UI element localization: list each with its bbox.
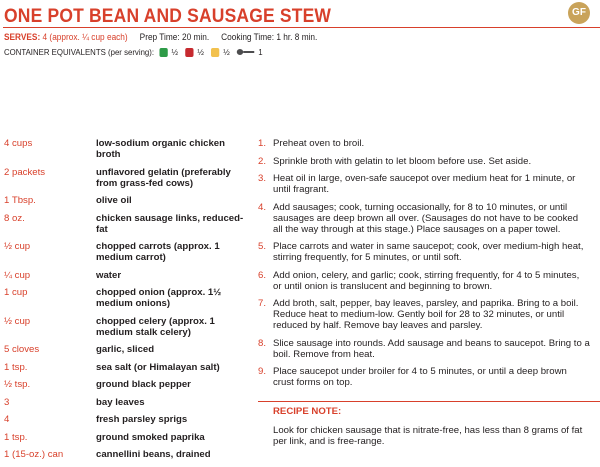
ingredient-name: garlic, sliced [96,344,155,355]
ingredient-quantity: ¼ cup [4,269,31,281]
ingredient-name: olive oil [96,195,132,206]
ingredient-quantity: 1 tsp. [4,431,28,443]
ingredient-quantity: 1 tsp. [4,361,28,373]
instruction-step [258,298,590,331]
ingredient-quantity: 1 cup [4,287,28,298]
ingredient-quantity: ½ cup [4,241,31,252]
ingredient-quantity: 3 [4,396,10,408]
ingredient-name: chopped celery (approx. 1 medium stalk celery) [96,315,215,338]
ingredient-list [4,138,250,467]
ingredient-row [4,213,250,235]
serves-label: SERVES: [4,32,41,42]
step-text: Place carrots and water in same saucepot; cook, over medium-high heat, stirring frequently, for 5 minutes, or until soft. [273,241,584,263]
teaspoon-icon [237,49,254,55]
ingredient-row [4,195,250,206]
prep-time: Prep Time: 20 min. [139,32,210,42]
ingredient-quantity: 5 cloves [4,344,40,355]
container-equivalents-label: CONTAINER EQUIVALENTS (per serving): [4,47,155,57]
ingredient-name: fresh parsley sprigs [96,414,188,425]
ingredient-quantity: 1 Tbsp. [4,195,36,206]
ingredient-row [4,432,250,443]
recipe-meta [4,32,317,42]
ingredient-row [4,414,250,425]
ingredient-quantity: ½ tsp. [4,379,31,390]
red-container [185,47,203,57]
step-number: 7. [258,298,267,309]
ingredient-name: chicken sausage links, reduced-fat [96,212,244,235]
recipe-title: ONE POT BEAN AND SAUSAGE STEW [4,6,332,27]
step-text: Slice sausage into rounds. Add sausage and beans to saucepot. Bring to a boil. Remove from heat. [273,337,590,360]
recipe-note-text: Look for chicken sausage that is nitrate-free, has less than 8 grams of fat per link, and is free-range. [273,425,583,447]
ingredient-name: bay leaves [96,396,145,408]
instruction-step [258,156,590,167]
ingredient-row [4,241,250,263]
step-text: Preheat oven to broil. [273,138,365,149]
instruction-step [258,366,590,388]
step-text: Add broth, salt, pepper, bay leaves, parsley, and paprika. Bring to a boil. Reduce heat to medium-low. Gently boil for 28 to 32 minutes, or until reduced by half. Remove bay leaves and parsley. [273,298,579,331]
ingredient-name: cannellini beans, drained [96,449,211,460]
ingredient-quantity: 4 [4,414,10,425]
ingredient-name: low-sodium organic chicken broth [96,138,226,160]
ingredient-row [4,270,250,281]
green-container [160,47,178,57]
green-container-icon [160,48,168,57]
step-text: Add sausages; cook, turning occasionally, for 8 to 10 minutes, or until sausages are deep brown all over. (Sausages do not have to be cooked all the way through at this stage.) Place sausages on a paper towel. [273,201,579,235]
step-number: 4. [258,201,267,213]
red-container-icon [185,48,193,57]
ingredient-name: unflavored gelatin (preferably from grass-fed cows) [96,166,231,189]
instruction-list [258,138,590,395]
ingredient-row [4,316,250,338]
ingredient-row [4,362,250,373]
gluten-free-badge: GF [568,2,590,24]
step-number: 9. [258,366,267,377]
ingredient-row [4,449,250,460]
ingredient-name: chopped carrots (approx. 1 medium carrot) [96,241,220,263]
ingredient-name: ground black pepper [96,379,191,390]
step-text: Add onion, celery, and garlic; cook, stirring frequently, for 4 to 5 minutes, or until onion is translucent and beginning to brown. [273,269,580,292]
cooking-time: Cooking Time: 1 hr. 8 min. [221,32,318,42]
ingredient-quantity: 4 cups [4,138,33,149]
ingredient-row [4,287,250,309]
teaspoon-value: 1 [258,47,263,57]
ingredient-name: sea salt (or Himalayan salt) [96,361,220,373]
recipe-note-title: RECIPE NOTE: [273,406,342,417]
step-number: 3. [258,173,267,184]
title-divider [3,27,600,28]
step-number: 1. [258,138,267,149]
container-equivalents [4,47,270,57]
step-text: Place saucepot under broiler for 4 to 5 minutes, or until a deep brown crust forms on top. [273,366,567,388]
teaspoon-equivalent [237,47,263,57]
ingredient-row [4,379,250,390]
step-number: 6. [258,269,267,281]
step-number: 2. [258,155,267,167]
yellow-container [211,47,229,57]
note-divider [258,401,600,402]
instruction-step [258,241,590,263]
step-number: 8. [258,337,267,349]
instruction-step [258,173,590,195]
instruction-step [258,138,590,149]
red-container-value: ½ [197,47,204,57]
yellow-container-value: ½ [223,47,230,57]
ingredient-name: ground smoked paprika [96,431,205,443]
ingredient-row [4,167,250,189]
instruction-step [258,338,590,360]
step-text: Sprinkle broth with gelatin to let bloom before use. Set aside. [273,155,532,167]
step-number: 5. [258,241,267,252]
serves-value: 4 (approx. ¼ cup each) [42,32,128,42]
green-container-value: ½ [171,47,179,57]
step-text: Heat oil in large, oven-safe saucepot over medium heat for 1 minute, or until fragrant. [273,173,576,195]
ingredient-quantity: 8 oz. [4,212,25,224]
ingredient-quantity: 2 packets [4,166,46,178]
ingredient-row [4,344,250,355]
ingredient-quantity: 1 (15-oz.) can [4,449,64,460]
instruction-step [258,202,590,235]
instruction-step [258,270,590,292]
yellow-container-icon [211,48,219,57]
ingredient-name: water [96,269,122,281]
ingredient-name: chopped onion (approx. 1½ medium onions) [96,287,222,309]
ingredient-quantity: ½ cup [4,315,31,327]
ingredient-row [4,138,250,160]
ingredient-row [4,397,250,408]
